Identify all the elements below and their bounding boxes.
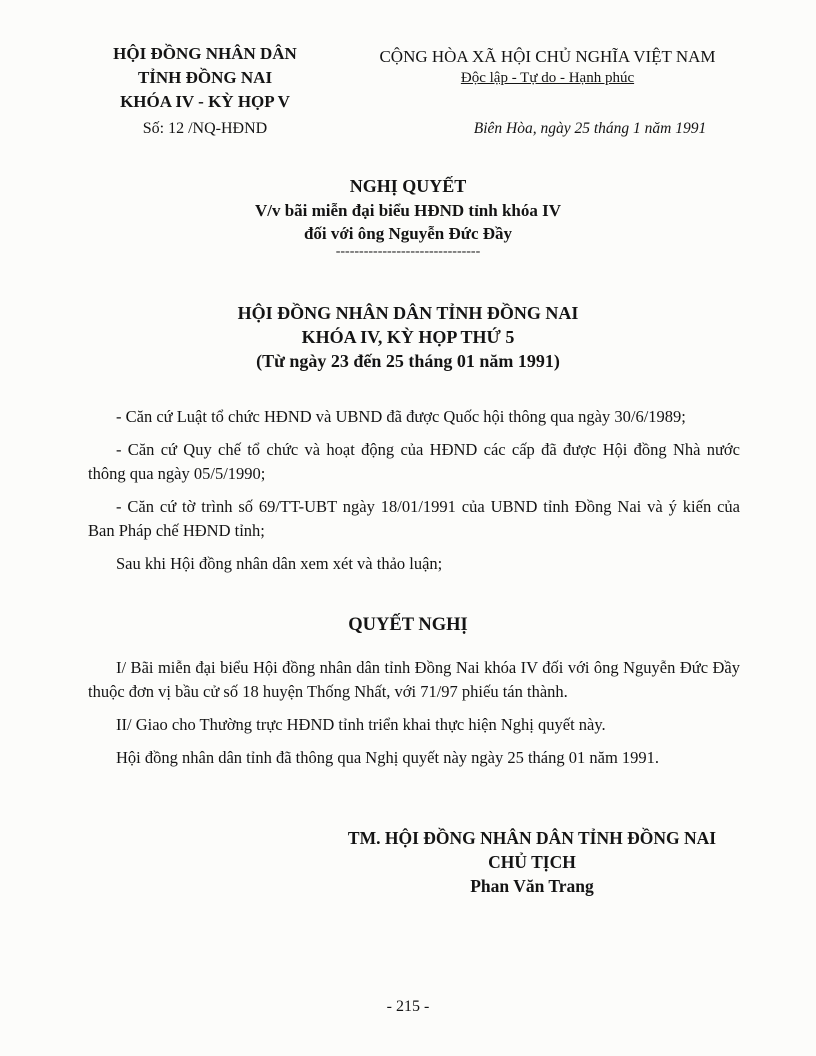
preamble-paragraph: - Căn cứ Quy chế tổ chức và hoạt động của HĐND các cấp đã được Hội đồng Nhà nước thông qua ngày 05/5/1990; (88, 440, 740, 483)
article-paragraph: I/ Bãi miễn đại biểu Hội đồng nhân dân tỉnh Đồng Nai khóa IV đối với ông Nguyễn Đức Đầy thuộc đơn vị bầu cử số 18 huyện Thống Nhất, với 71/97 phiếu tán thành. (88, 658, 740, 701)
document-number: Số: 12 /NQ-HĐND (142, 120, 268, 137)
decision-heading: QUYẾT NGHỊ (348, 615, 468, 635)
signer-name: Phan Văn Trang (470, 876, 594, 896)
article-paragraph: Hội đồng nhân dân tỉnh đã thông qua Nghị quyết này ngày 25 tháng 01 năm 1991. (116, 748, 660, 767)
article-paragraph: II/ Giao cho Thường trực HĐND tỉnh triển khai thực hiện Nghị quyết này. (116, 715, 606, 734)
preamble-paragraph: Sau khi Hội đồng nhân dân xem xét và thảo luận; (116, 554, 443, 573)
page-number: - 215 - (386, 998, 430, 1015)
national-motto-block (340, 46, 755, 88)
articles (88, 656, 740, 779)
document-type-title: NGHỊ QUYẾT (349, 176, 467, 196)
place-date-line: Biên Hòa, ngày 25 tháng 1 năm 1991 (473, 120, 707, 137)
subject-line-2: đối với ông Nguyễn Đức Đầy (303, 224, 513, 243)
subject-line-1: V/v bãi miễn đại biểu HĐND tỉnh khóa IV (254, 201, 562, 220)
council-name: HỘI ĐỒNG NHÂN DÂN TỈNH ĐỒNG NAI (237, 303, 579, 323)
signer-position: CHỦ TỊCH (488, 852, 576, 872)
authority-line-3: KHÓA IV - KỲ HỌP V (120, 92, 290, 111)
on-behalf-line: TM. HỘI ĐỒNG NHÂN DÂN TỈNH ĐỒNG NAI (347, 828, 717, 848)
session-dates: (Từ ngày 23 đến 25 tháng 01 năm 1991) (256, 351, 560, 371)
preamble-paragraph: - Căn cứ Luật tổ chức HĐND và UBND đã được Quốc hội thông qua ngày 30/6/1989; (116, 407, 686, 426)
council-session: KHÓA IV, KỲ HỌP THỨ 5 (301, 327, 515, 347)
nation-name: CỘNG HÒA XÃ HỘI CHỦ NGHĨA VIỆT NAM (379, 47, 716, 66)
national-motto: Độc lập - Tự do - Hạnh phúc (460, 70, 635, 86)
title-separator: ------------------------------- (335, 244, 481, 259)
council-heading (100, 301, 716, 373)
authority-line-2: TỈNH ĐỒNG NAI (137, 68, 273, 87)
preamble (88, 405, 740, 585)
title-block (100, 174, 716, 259)
preamble-paragraph: - Căn cứ tờ trình số 69/TT-UBT ngày 18/01/1991 của UBND tỉnh Đồng Nai và ý kiến của Ban Pháp chế HĐND tỉnh; (88, 497, 740, 540)
issuing-authority-block (60, 42, 350, 141)
signature-block (312, 826, 752, 898)
authority-line-1: HỘI ĐỒNG NHÂN DÂN (113, 44, 297, 63)
